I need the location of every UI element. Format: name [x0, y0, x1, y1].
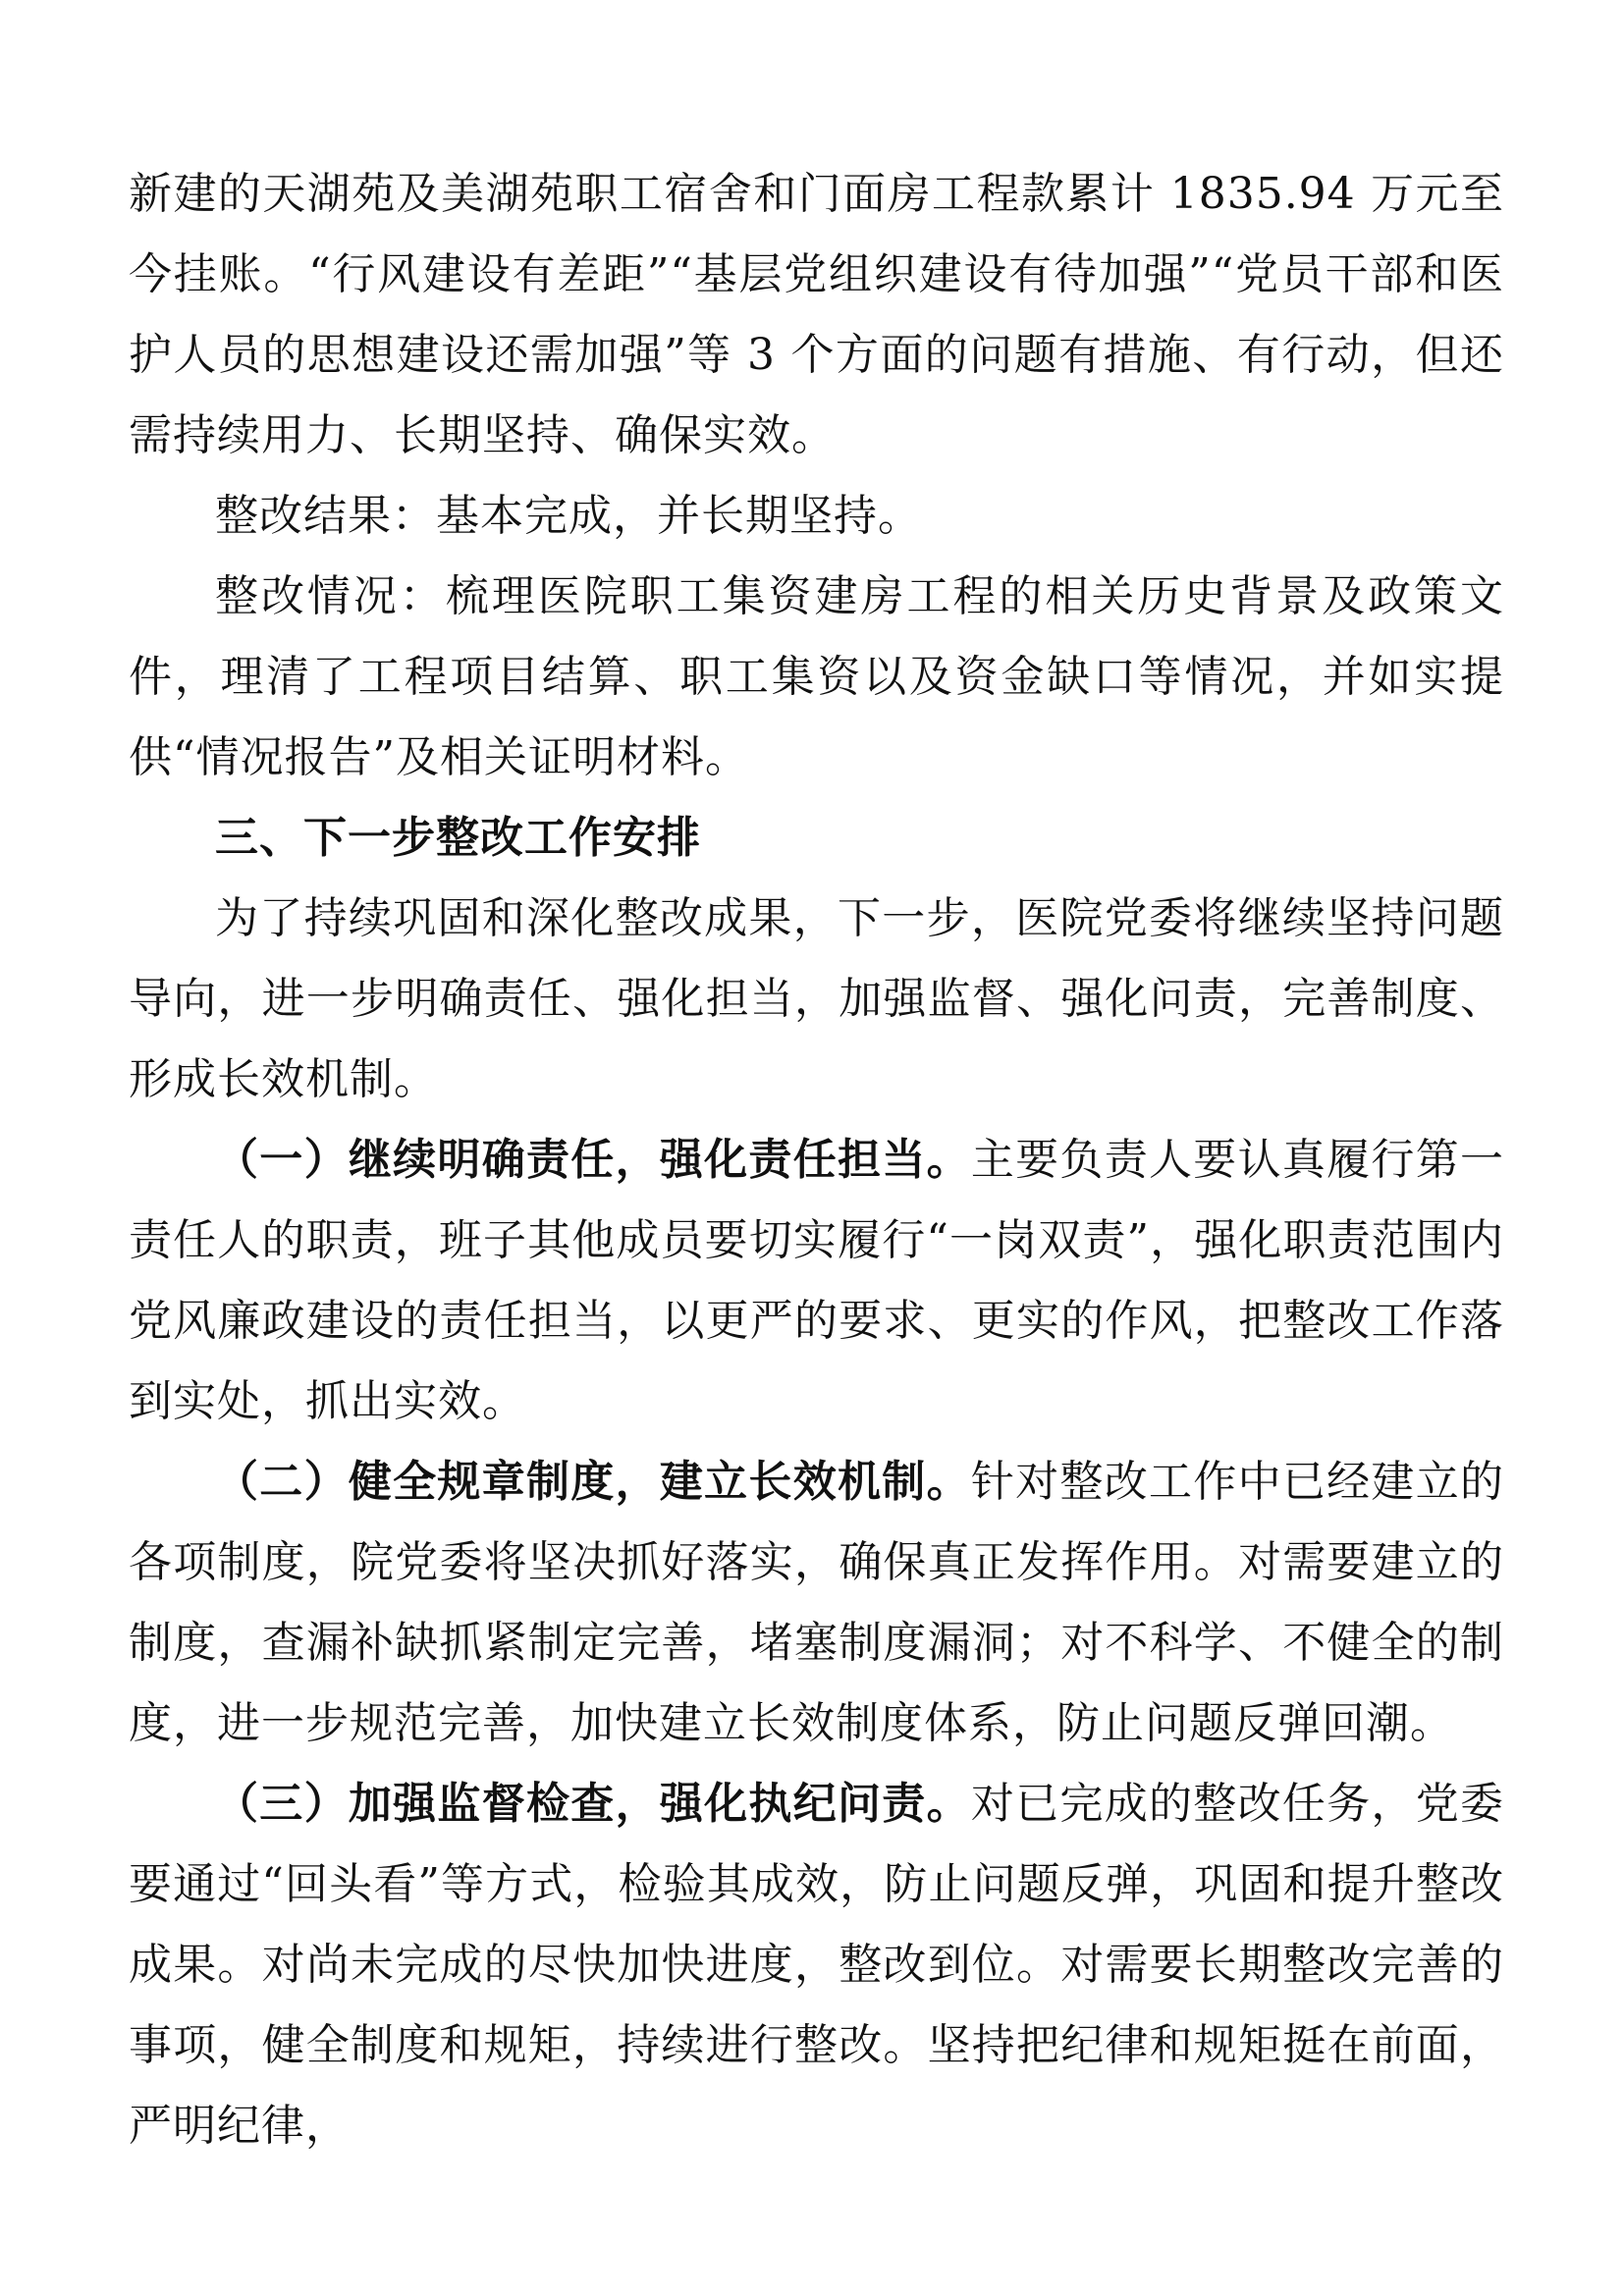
- list-item-3-body: 对已完成的整改任务，党委要通过“回头看”等方式，检验其成效，防止问题反弹，巩固和提升整改成果。对尚未完成的尽快加快进度，整改到位。对需要长期整改完善的事项，健全制度和规矩，持续进行整改。坚持把纪律和规矩挺在前面，严明纪律，: [129, 1779, 1505, 2151]
- paragraph-rectification-result: 整改结果：基本完成，并长期坚持。: [215, 491, 922, 541]
- list-item-2-body: 针对整改工作中已经建立的各项制度，院党委将坚决抓好落实，确保真正发挥作用。对需要建立的制度，查漏补缺抓紧制定完善，堵塞制度漏洞；对不科学、不健全的制度，进一步规范完善，加快建立长效制度体系，防止问题反弹回潮。: [129, 1457, 1505, 1748]
- paragraph-rectification-status: 整改情况：梳理医院职工集资建房工程的相关历史背景及政策文件，理清了工程项目结算、职工集资以及资金缺口等情况，并如实提供“情况报告”及相关证明材料。: [129, 571, 1504, 782]
- list-item-1: [129, 1120, 1504, 1442]
- list-item-3-lead: （三）加强监督检查，强化执纪问责。: [215, 1779, 971, 1829]
- section-heading-3: 三、下一步整改工作安排: [215, 813, 701, 863]
- list-item-2-lead: （二）健全规章制度，建立长效机制。: [215, 1457, 971, 1507]
- document-page: [129, 154, 1504, 2166]
- paragraph-next-steps-intro: 为了持续巩固和深化整改成果，下一步，医院党委将继续坚持问题导向，进一步明确责任、强化担当，加强监督、强化问责，完善制度、形成长效机制。: [129, 893, 1504, 1104]
- list-item-3: [129, 1764, 1504, 2166]
- paragraph-continued: 新建的天湖苑及美湖苑职工宿舍和门面房工程款累计 1835.94 万元至今挂账。“行风建设有差距”“基层党组织建设有待加强”“党员干部和医护人员的思想建设还需加强”等 3 个方面的问题有措施、有行动，但还需持续用力、长期坚持、确保实效。: [129, 169, 1504, 460]
- list-item-1-body: 主要负责人要认真履行第一责任人的职责，班子其他成员要切实履行“一岗双责”，强化职责范围内党风廉政建设的责任担当，以更严的要求、更实的作风，把整改工作落到实处，抓出实效。: [129, 1135, 1505, 1426]
- list-item-1-lead: （一）继续明确责任，强化责任担当。: [215, 1135, 971, 1185]
- list-item-2: [129, 1442, 1504, 1764]
